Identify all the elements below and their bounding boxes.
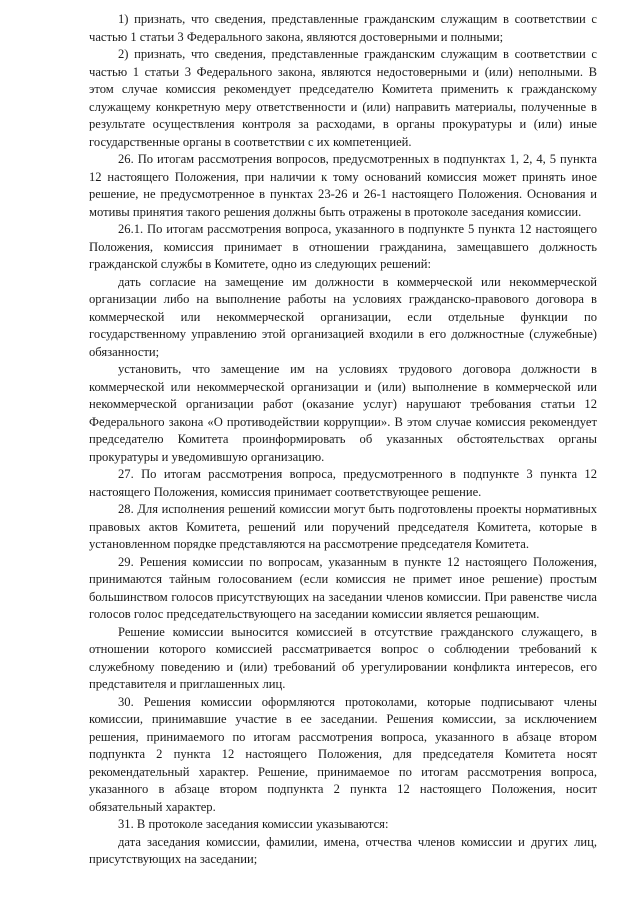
paragraph-27: 27. По итогам рассмотрения вопроса, предусмотренного в подпункте 3 пункта 12 настоящего Положения, комиссия принимает соответствующее решение. [89,467,597,499]
paragraph-30: 30. Решения комиссии оформляются протоколами, которые подписывают члены комиссии, принимавшие участие в ее заседании. Решения комиссии, за исключением решения, принимаемого по итогам рассмотрения вопроса, указанного в абзаце втором подпункта 2 пункта 12 настоящего Положения, для председателя Комитета носят рекомендательный характер. Решение, принимаемое по итогам рассмотрения вопроса, указанного в абзаце втором подпункта 2 пункта 12 настоящего Положения, носит обязательный характер. [89,694,597,814]
paragraph-26: 26. По итогам рассмотрения вопросов, предусмотренных в подпунктах 1, 2, 4, 5 пункта 12 настоящего Положения, при наличии к тому оснований комиссия может принять иное решение, не предусмотренное в пунктах 23-26 и 26-1 настоящего Положения. Основания и мотивы принятия такого решения должны быть отражены в протоколе заседания комиссии. [89,152,597,219]
document-body [89,11,597,869]
paragraph-29: 29. Решения комиссии по вопросам, указанным в пункте 12 настоящего Положения, принимаются тайным голосованием (если комиссия не примет иное решение) простым большинством голосов присутствующих на заседании членов комиссии. При равенстве числа голосов голос председательствующего на заседании комиссии является решающим. [89,554,597,621]
paragraph-29-absence: Решение комиссии выносится комиссией в отсутствие гражданского служащего, в отношении которого комиссией рассматривается вопрос о соблюдении требований к служебному поведению и (или) требований об урегулировании конфликта интересов, его представителя и приглашенных лиц. [89,624,597,691]
paragraph-28: 28. Для исполнения решений комиссии могут быть подготовлены проекты нормативных правовых актов Комитета, решений или поручений председателя Комитета, которые в установленном порядке представляются на рассмотрение председателя Комитета. [89,502,597,551]
paragraph-26-1-violation: установить, что замещение им на условиях трудового договора должности в коммерческой или некоммерческой организации и (или) выполнение в коммерческой или некоммерческой организации работ (оказание услуг) нарушают требования статьи 12 Федерального закона «О противодействии коррупции». В этом случае комиссия рекомендует председателю Комитета проинформировать об указанных обстоятельствах органы прокуратуры и уведомившую организацию. [89,362,597,464]
paragraph-25-2: 2) признать, что сведения, представленные гражданским служащим в соответствии с частью 1 статьи 3 Федерального закона, являются недостоверными и (или) неполными. В этом случае комиссия рекомендует председателю Комитета применить к гражданскому служащему конкретную меру ответственности и (или) направить материалы, полученные в результате осуществления контроля за расходами, в органы прокуратуры и (или) иные государственные органы в соответствии с их компетенцией. [89,47,597,149]
paragraph-31: 31. В протоколе заседания комиссии указываются: [118,817,389,831]
paragraph-31-date: дата заседания комиссии, фамилии, имена, отчества членов комиссии и других лиц, присутствующих на заседании; [89,834,597,866]
paragraph-25-1: 1) признать, что сведения, представленные гражданским служащим в соответствии с частью 1 статьи 3 Федерального закона, являются достоверными и полными; [89,12,597,44]
paragraph-26-1-consent: дать согласие на замещение им должности в коммерческой или некоммерческой организации либо на выполнение работы на условиях гражданско-правового договора в коммерческой или некоммерческой организации, если отдельные функции по государственному управлению этой организацией входили в его должностные (служебные) обязанности; [89,274,597,359]
paragraph-26-1: 26.1. По итогам рассмотрения вопроса, указанного в подпункте 5 пункта 12 настоящего Положения, комиссия принимает в отношении гражданина, замещавшего должность гражданской службы в Комитете, одно из следующих решений: [89,222,597,271]
